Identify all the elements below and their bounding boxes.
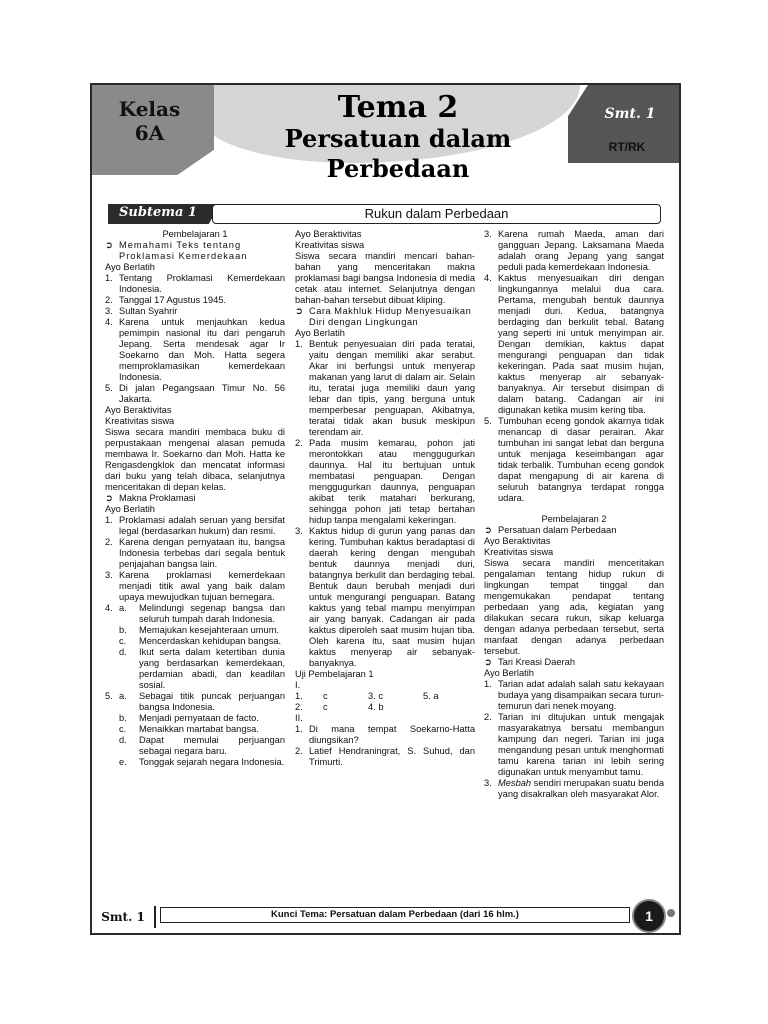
rtrk-label: RT/RK (608, 140, 646, 154)
list-item: 5. Tumbuhan eceng gondok akarnya tidak menancap di dasar perairan. Akar tumbuhan ini sangat lebat dan berguna untuk menjaga keseimbangan agar tidak terbalik. Tumbuhan eceng gondok dapat mengapung di air karena di seluruh batangnya terdapat rongga udara. (484, 416, 664, 503)
list-item: 4. Karena untuk menjauhkan kedua pemimpin nasional itu dari pengaruh Jepang. Serta mendesak agar Ir Soekarno dan Moh. Hatta segera memproklamasikan kemerdekaan Indonesia. (105, 317, 285, 382)
section-label: Ayo Berlatih (105, 504, 155, 514)
tema-title-line-1: Persatuan dalam (284, 124, 512, 153)
sublist-item: b. Memajukan kesejahteraan umum. (119, 625, 280, 635)
column-2 (295, 229, 475, 768)
sublist-item: d. Ikut serta dalam ketertiban dunia yang berdasarkan kemerdekaan, perdamian abadi, dan keadilan sosial. (119, 647, 285, 690)
topic-text: Makna Proklamasi (119, 493, 196, 503)
page-number: 1 (632, 899, 666, 933)
list-item-text: Di mana tempat Soekarno-Hatta diungsikan? (309, 724, 475, 745)
topic-heading (295, 306, 475, 328)
list-item: 5. a. Sebagai titik puncak perjuangan bangsa Indonesia. b. Menjadi pernyataan de facto. c. Menaikkan martabat bangsa. d. Dapat memulai perjuangan sebagai negara baru. e. Tonggak sejarah negara Indonesia. (105, 691, 285, 767)
subtema-label: Subtema 1 (119, 205, 197, 220)
list-item: 2. Latief Hendraningrat, S. Suhud, dan Trimurti. (295, 746, 475, 767)
topic-heading (105, 240, 285, 262)
list-item: 4. a. Melindungi segenap bangsa dan seluruh tumpah darah Indonesia. b. Memajukan kesejahteraan umum. c. Mencerdaskan kehidupan bangsa. d. Ikut serta dalam ketertiban dunia yang berdasarkan kemerdekaan, perdamian abadi, dan keadilan sosial. (105, 603, 285, 690)
list-item-text: Karena proklamasi kemerdekaan menjadi titik awal yang baik dalam upaya mewujudkan tujuan bernegara. (119, 570, 285, 602)
kelas-label (92, 97, 207, 145)
arrow-icon: ➲ (484, 657, 492, 667)
list-item-text: Karena dengan pernyataan itu, bangsa Indonesia terbebas dari segala bentuk penjajahan bangsa lain. (119, 537, 285, 569)
topic-heading (484, 657, 664, 668)
section-label: Ayo Berlatih (484, 668, 534, 678)
roman-numeral: II. (295, 713, 303, 723)
tema-number: Tema 2 (337, 90, 459, 125)
list-item: 1. Proklamasi adalah seruan yang bersifat legal (berdasarkan hukum) dan resmi. (105, 515, 285, 536)
topic-text: Tari Kreasi Daerah (498, 657, 575, 667)
topic-text: Cara Makhluk Hidup Menyesuaikan Diri dengan Lingkungan (309, 306, 472, 327)
topic-heading (484, 525, 664, 536)
subtema-title: Rukun dalam Perbedaan (364, 206, 509, 221)
footer-title: Kunci Tema: Persatuan dalam Perbedaan (dari 16 hlm.) (160, 907, 630, 923)
sublist (119, 603, 285, 691)
sublist-item: d. Dapat memulai perjuangan sebagai negara baru. (119, 735, 285, 756)
list-item-text: Di jalan Pegangsaan Timur No. 56 Jakarta. (119, 383, 285, 404)
list-item: 2. Karena dengan pernyataan itu, bangsa Indonesia terbebas dari segala bentuk penjajahan bangsa lain. (105, 537, 285, 569)
list-item: 4. Kaktus menyesuaikan diri dengan lingkungannya melalui dua cara. Pertama, mengubah bentuk daunnya menjadi duri. Kedua, batangnya berdaging dan berkulit tebal. Batang yang seperti ini untuk menyimpan air. Dengan demikian, kaktus dapat mengurangi penguapan dan tidak kekeringan. Pada saat musim hujan, kaktus menyerap air sebanyak-banyaknya. Air tersebut disimpan di dalam batang. Cadangan air ini digunakan ketika musim kering tiba. (484, 273, 664, 415)
answer-row: 2. c 4. b (295, 702, 384, 712)
list-item-text: Mesbah sendiri merupakan suatu benda yang disakralkan oleh masyarakat Alor. (498, 778, 664, 799)
list-item-text: Kaktus hidup di gurun yang panas dan kering. Tumbuhan kaktus beradaptasi di daerah kering dengan mengubah bentuk daunnya menjadi duri, batangnya berkulit dan berdaging tebal. Bentuk daun berubah menjadi duri untuk mengurangi penguapan. Batang kaktus yang tebal mampu menyimpan air yang banyak. Cadangan air pada kaktus diperoleh saat musim hujan tiba. Oleh karena itu, saat musim hujan kaktus menyerap air sebanyak-banyaknya. (309, 526, 475, 668)
arrow-icon: ➲ (484, 525, 492, 535)
section-label: Ayo Berlatih (105, 262, 155, 272)
activity-paragraph: Siswa secara mandiri membaca buku di perpustakaan mengenai alasan pemuda membawa Ir. Soekarno dan Moh. Hatta ke Rengasdengklok dan mencatat informasi dari buku yang telah dibaca, selanjutnya menceritakan di depan kelas. (105, 427, 285, 492)
list-item: 1. Bentuk penyesuaian diri pada teratai, yaitu dengan memiliki akar serabut. Akar ini berfungsi untuk menyerap makanan yang larut di dalam air. Selain itu, teratai juga memiliki daun yang lebar dan tipis, yang berguna untuk memperbesar penguapan. Akibatnya, teratai tidak akan busuk meskipun terendam air. (295, 339, 475, 437)
list-item: 5. Di jalan Pegangsaan Timur No. 56 Jakarta. (105, 383, 285, 404)
topic-text: Memahami Teks tentang Proklamasi Kemerdekaan (119, 240, 248, 261)
activity-label: Kreativitas siswa (484, 547, 554, 557)
list-item: 3. Karena rumah Maeda, aman dari gangguan Jepang. Laksamana Maeda adalah orang Jepang yang sangat peduli pada kemerdekaan Indonesia. (484, 229, 664, 272)
topic-text: Persatuan dalam Perbedaan (498, 525, 617, 535)
kelas-value: 6A (134, 121, 165, 145)
tema-title-line-2: Perbedaan (326, 154, 470, 183)
list-item: 3. Sultan Syahrir (105, 306, 285, 317)
list-item: 1. Tentang Proklamasi Kemerdekaan Indonesia. (105, 273, 285, 294)
topic-heading (105, 493, 285, 504)
sublist-item: a. Sebagai titik puncak perjuangan bangsa Indonesia. (119, 691, 285, 712)
list-item-text: Tarian ini ditujukan untuk mengajak masyarakatnya bersatu membangun kampung dan negeri. Tarian ini juga mengandung pesan untuk menghormati tamu karena tarian ini lebih sering digunakan untuk menyambut tamu. (498, 712, 664, 777)
section-label: Uji Pembelajaran 1 (295, 669, 374, 679)
list-item-text: Karena untuk menjauhkan kedua pemimpin nasional itu dari pengaruh Jepang. Serta mendesak agar Ir Soekarno dan Moh. Hatta segera memproklamasikan kemerdekaan Indonesia. (119, 317, 285, 382)
list-item-text: Tentang Proklamasi Kemerdekaan Indonesia. (119, 273, 285, 294)
list-item-text: Latief Hendraningrat, S. Suhud, dan Trimurti. (309, 746, 475, 767)
activity-label: Kreativitas siswa (295, 240, 365, 250)
list-item: 2. Tarian ini ditujukan untuk mengajak masyarakatnya bersatu membangun kampung dan negeri. Tarian ini juga mengandung pesan untuk menghormati tamu karena tarian ini lebih sering digunakan untuk menyambut tamu. (484, 712, 664, 777)
list-item: 2. Pada musim kemarau, pohon jati merontokkan atau menggugurkan daunnya. Hal itu bertujuan untuk membatasi penguapan. Dengan menggugurkan daunnya, penguapan akibat terik matahari berkurang, sehingga pohon jati tetap bertahan hidup tanpa mengalami kekeringan. (295, 438, 475, 525)
list-item: 1. Tarian adat adalah salah satu kekayaan budaya yang disampaikan secara turun-temurun dari nenek moyang. (484, 679, 664, 711)
sublist-item: c. Mencerdaskan kehidupan bangsa. (119, 636, 282, 646)
list-item-text: Sultan Syahrir (119, 306, 178, 316)
lesson-heading: Pembelajaran 2 (541, 514, 607, 524)
list-item: 3. Kaktus hidup di gurun yang panas dan kering. Tumbuhan kaktus beradaptasi di daerah kering dengan mengubah bentuk daunnya menjadi duri, batangnya berkulit dan berdaging tebal. Bentuk daun berubah menjadi duri untuk mengurangi penguapan. Batang kaktus yang tebal mampu menyimpan air yang banyak. Cadangan air pada kaktus diperoleh saat musim hujan tiba. Oleh karena itu, saat musim hujan kaktus menyerap air sebanyak-banyaknya. (295, 526, 475, 668)
section-label: Ayo Beraktivitas (105, 405, 172, 415)
footer-semester: Smt. 1 (92, 906, 156, 928)
sublist-item: e. Tonggak sejarah negara Indonesia. (119, 757, 285, 767)
list-item-text: Tarian adat adalah salah satu kekayaan budaya yang disampaikan secara turun-temurun dari nenek moyang. (498, 679, 664, 711)
list-item-text: Pada musim kemarau, pohon jati merontokkan atau menggugurkan daunnya. Hal itu bertujuan untuk membatasi penguapan. Dengan menggugurkan daunnya, penguapan akibat terik matahari berkurang, sehingga pohon jati tetap bertahan hidup tanpa mengalami kekeringan. (309, 438, 475, 525)
activity-paragraph: Siswa secara mandiri mencari bahan-bahan yang menceritakan makna proklamasi bagi bangsa Indonesia di media cetak atau internet. Selanjutnya dengan bahan-bahan tersebut dibuat kliping. (295, 251, 475, 305)
column-1 (105, 229, 285, 768)
list-item-text: Karena rumah Maeda, aman dari gangguan Jepang. Laksamana Maeda adalah orang Jepang yang sangat peduli pada kemerdekaan Indonesia. (498, 229, 664, 272)
tema-title (220, 124, 576, 184)
answer-row: 1. c 3. c 5. a (295, 691, 439, 701)
arrow-icon: ➲ (105, 493, 113, 503)
arrow-icon: ➲ (105, 240, 113, 250)
list-item: 3. Karena proklamasi kemerdekaan menjadi titik awal yang baik dalam upaya mewujudkan tujuan bernegara. (105, 570, 285, 602)
roman-numeral: I. (295, 680, 301, 690)
decorative-dot (667, 909, 675, 917)
list-item: 1. Di mana tempat Soekarno-Hatta diungsikan? (295, 724, 475, 745)
list-item-text: Kaktus menyesuaikan diri dengan lingkungannya melalui dua cara. Pertama, mengubah bentuk daunnya menjadi duri. Kedua, batangnya berdaging dan berkulit tebal. Batang yang seperti ini untuk menyimpan air. Dengan demikian, kaktus dapat mengurangi penguapan dan tidak kekeringan. Pada saat musim hujan, kaktus menyerap air sebanyak-banyaknya. Air tersebut disimpan di dalam batang. Cadangan air ini digunakan ketika musim kering tiba. (498, 273, 664, 415)
activity-paragraph: Siswa secara mandiri menceritakan pengalaman tentang hidup rukun di lingkungan tempat tinggal dan mengemukakan pendapat tentang perbedaan yang ada, kegiatan yang dilakukan secara rukun, sikap keluarga dengan adanya perbedaan tersebut, serta manfaat dengan adanya perbedaan tersebut. (484, 558, 664, 656)
list-item-text: Tanggal 17 Agustus 1945. (119, 295, 226, 305)
section-label: Ayo Beraktivitas (484, 536, 551, 546)
arrow-icon: ➲ (295, 306, 303, 316)
list-item-text: Bentuk penyesuaian diri pada teratai, yaitu dengan memiliki akar serabut. Akar ini berfungsi untuk menyerap makanan yang larut di dalam air. Selain itu, teratai juga memiliki daun yang lebar dan tipis, yang berguna untuk memperbesar penguapan. Akibatnya, teratai tidak akan busuk meskipun terendam air. (309, 339, 475, 437)
activity-label: Kreativitas siswa (105, 416, 175, 426)
list-item-text: Tumbuhan eceng gondok akarnya tidak menancap di dasar perairan. Akar tumbuhan ini sangat lebat dan berguna untuk menjaga keseimbangan agar tidak terbalik. Tumbuhan eceng gondok dapat mengapung di air karena di seluruh batangnya terdapat rongga udara. (498, 416, 664, 503)
list-item-text: Proklamasi adalah seruan yang bersifat legal (berdasarkan hukum) dan resmi. (119, 515, 285, 536)
section-label: Ayo Beraktivitas (295, 229, 362, 239)
sublist (119, 691, 285, 768)
sublist-item: a. Melindungi segenap bangsa dan seluruh tumpah darah Indonesia. (119, 603, 285, 624)
sublist-item: b. Menjadi pernyataan de facto. (119, 713, 259, 723)
semester-label: Smt. 1 (604, 106, 656, 122)
lesson-heading: Pembelajaran 1 (162, 229, 228, 239)
section-label: Ayo Berlatih (295, 328, 345, 338)
list-item: 2. Tanggal 17 Agustus 1945. (105, 295, 285, 306)
list-item: 3. Mesbah sendiri merupakan suatu benda yang disakralkan oleh masyarakat Alor. (484, 778, 664, 799)
sublist-item: c. Menaikkan martabat bangsa. (119, 724, 259, 734)
column-3 (484, 229, 664, 800)
kelas-word: Kelas (118, 97, 181, 121)
